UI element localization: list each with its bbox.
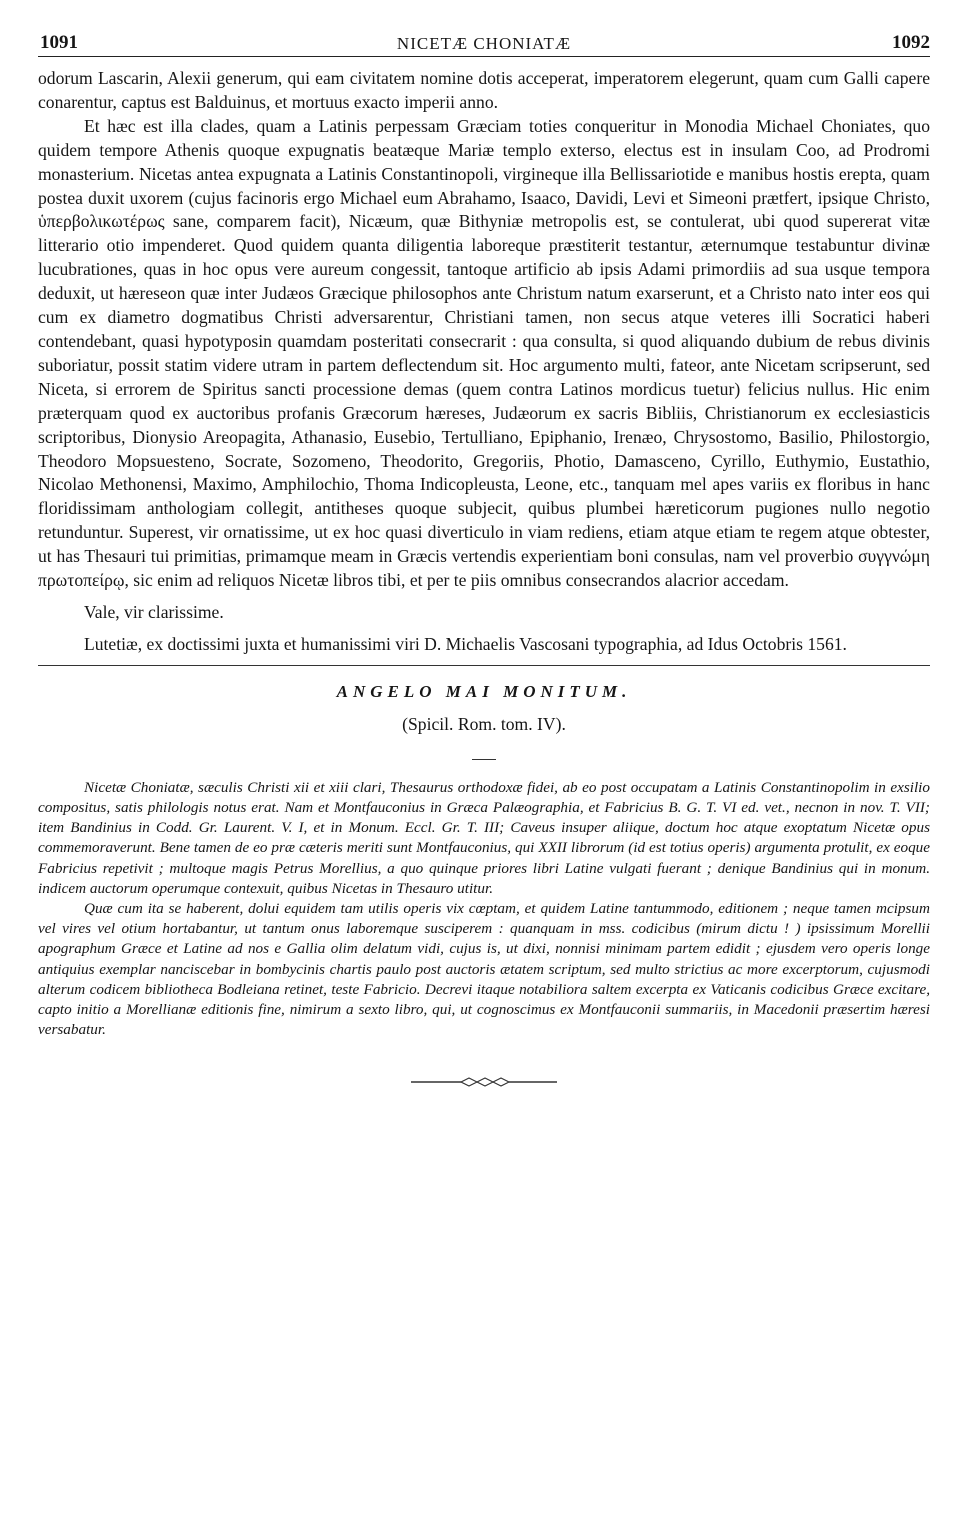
ornament-rule-icon [409,1076,559,1088]
monitum-source: (Spicil. Rom. tom. IV). [402,713,566,734]
monitum-body [38,778,930,1041]
column-number-left: 1091 [40,32,78,53]
monitum-paragraph-2: Quæ cum ita se haberent, dolui equidem tam utilis operis vix cœptam, et quidem Latine tantummodo, editionem ; neque tamen mcipsum vel vires vel otium hortabantur, ut tantum onus laboremque susciperem : quanquam in mss. codicibus (mirum dictu ! ) ipsissimum Morellii apographum Græce et Latine ad nos e Gallia olim delatum vidi, cujus is, ut dixi, nonnisi minimam partem edidit ; ejusdem vero operis longe antiquius exemplar nanciscebar in bombycinis chartis paulo post auctoris ætatem scriptum, sed multo strictius ac more excerptorum, cujusmodi alterum codicem bibliotheca Bodleiana retinet, teste Fabricio. Decrevi itaque notabiliora saltem excerpta ex Vaticanis codicibus Græce excitare, capto initio a Morellianæ editionis fine, nimirum a sexto libro, qui, ut cognoscimus ex Montfauconii summariis, in Macedonii præsertim hæresi versabatur. [38,899,930,1039]
page-header [38,30,930,57]
monitum-paragraph-1: Nicetæ Choniatæ, sæculis Christi xii et xiii clari, Thesaurus orthodoxæ fidei, ab eo post occupatam a Latinis Constantinopolim in exsilio compositus, satis philologis notus erat. Nam et Montfauconius in Græca Palæographia, et Fabricius B. G. T. VI ed. vet., necnon in nov. T. VII; item Bandinius in Codd. Gr. Laurent. V. I, et in Monum. Eccl. Gr. T. III; Caveus insuper aliique, doctum hoc atque exoptatum Nicetæ opus commemoraverunt. Bene tamen de eo præ cæteris meriti sunt Montfauconius, qui XXII librorum (id est totius operis) argumenta protulit, ex eoque Fabricius repetivit ; multoque magis Petrus Morellius, a quo quinque priores libri Latine vulgati fuerant ; denique Bandinius qui in monum. indicem auctorum operumque contexuit, quibus Nicetas in Thesauro utitur. [38,778,930,897]
letter-body [38,67,930,657]
end-ornament [38,1076,930,1092]
letter-paragraph-2: Et hæc est illa clades, quam a Latinis perpessam Græciam toties conqueritur in Monodia Michael Choniates, quo quidem tempore Athenis quoque expugnatis beatæque Mariæ templo exterso, electus est in insulam Coo, ad Prodromi monasterium. Nicetas antea expugnata a Latinis Constantinopoli, virgineque illa Bellissariotide e manibus hostis erepta, quam postea duxit uxorem (cujus facinoris ergo Michael eum Abrahamo, Isaaco, Davidi, Levi et Simeoni prætfert, ipsique Christo, ὑπερβολικωτέρως sane, comparem facit), Nicæum, quæ Bithyniæ metropolis est, se contulerat, ubi quod supererat vitæ litterario otio impenderet. Quod quidem quanta diligentia laboreque præstiterit testantur, æternumque testabuntur divinæ lucubrationes, quas in hoc opus vere aureum congessit, tantoque artificio ab ipsis Adami primordiis ad sua usque tempora deduxit, ut hæreseon quæ inter Judæos Græcique philosophos ante Christum natum exarserunt, et a Christo nato inter eos qui cum ex diametro dogmatibus Christi adversarentur, Christiani tamen, non secus atque veteres illi Socratici haberi contendebant, quasi hypotyposin quamdam posteritati consecrarit : qua consulta, si quod aliquando dubium de rebus divinis suboriatur, possit statim videre utram in partem deflectendum sit. Hoc argumento multi, fateor, ante Nicetam scripserunt, sed Niceta, si errorem de Spiritus sancti processione demas (quem contra Latinos mordicus tuetur) felicius nullus. Hic enim præterquam quod ex auctoribus profanis Græcorum hæreses, Judæorum ex sacris Bibliis, Christianorum ex ecclesiasticis scriptoribus, Dionysio Areopagita, Athanasio, Eusebio, Tertulliano, Epiphanio, Irenæo, Chrysostomo, Basilio, Philostorgio, Theodoro Mopsuesteno, Socrate, Sozomeno, Theodorito, Gregoriis, Photio, Damasceno, Cyrillo, Euthymio, Eustathio, Nicolao Methonensi, Maximo, Amphilochio, Thoma Indicopleusta, Leone, etc., tanquam mel apes variis ex floribus in hanc floridissimam anthologiam collegit, antitheses quoque subjecit, quibus plumbei hæreticorum pugiones nullo negotio retunduntur. Superest, vir ornatissime, ut ex hoc quasi diverticulo in viam rediens, etiam atque etiam te regem atque obtester, ut has Thesauri tui primitias, primamque meam in Græcis vertendis experientiam boni consulas, nam vel proverbio συγγνώμη πρωτοπείρῳ, sic enim ad reliquos Nicetæ libros tibi, et per te piis omnibus consecrandos alacrior accedam. [38,115,930,591]
monitum-title: ANGELO MAI MONITUM. [336,681,632,701]
letter-vale: Vale, vir clarissime. [84,601,224,622]
letter-closing: Lutetiæ, ex doctissimi juxta et humanissimi viri D. Michaelis Vascosani typographia, ad Idus Octobris 1561. [84,633,847,654]
page [38,30,930,1092]
section-divider [38,665,930,666]
running-title: NICETÆ CHONIATÆ [396,34,572,53]
letter-paragraph-1: odorum Lascarin, Alexii generum, qui eam civitatem nomine dotis acceperat, imperatorem elegerunt, quam cum Galli capere conarentur, captus est Balduinus, et mortuus exacto imperii anno. [38,68,930,112]
short-rule [472,759,496,760]
column-number-right: 1092 [892,32,930,53]
